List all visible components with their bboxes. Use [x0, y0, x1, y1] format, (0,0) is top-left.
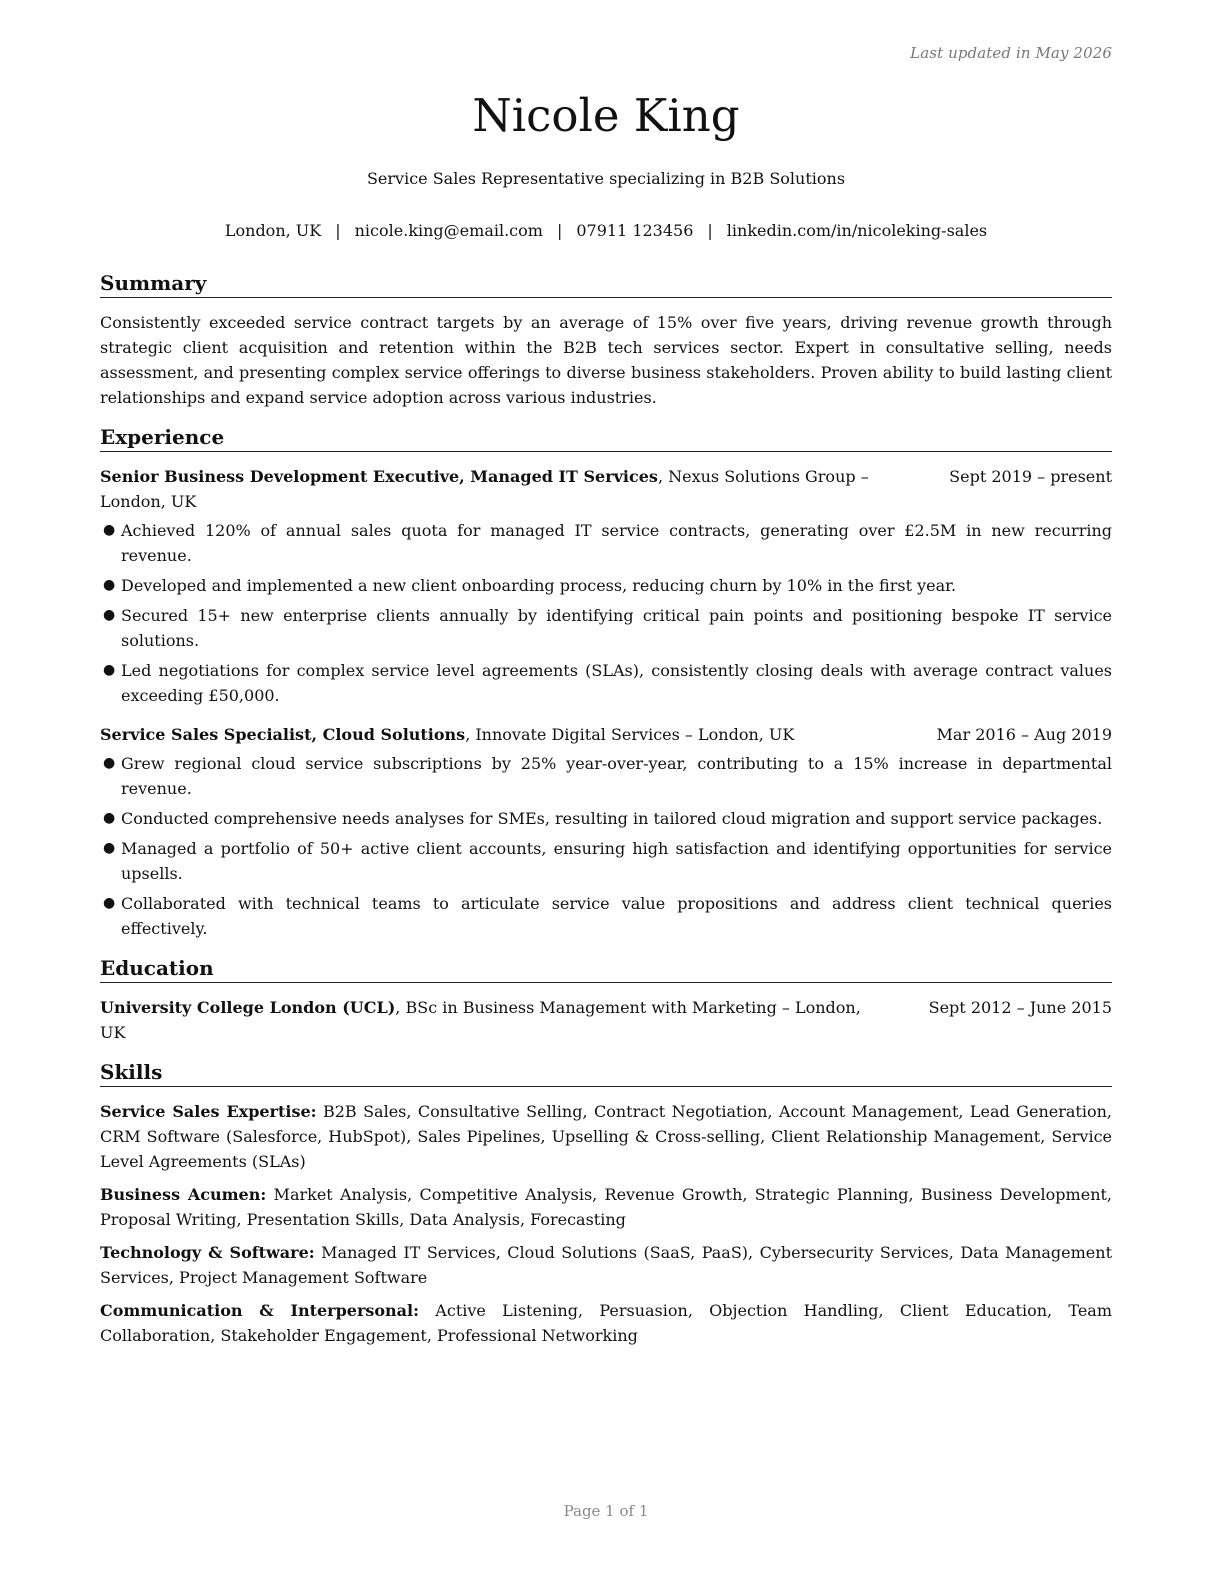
bullet-icon: ●	[103, 577, 116, 593]
job-entry	[100, 464, 1112, 708]
page-number: Page 1 of 1	[563, 1502, 649, 1520]
job-dates: Sept 2019 – present	[949, 467, 1112, 486]
education-section	[100, 955, 1112, 1045]
education-header	[100, 995, 1112, 1045]
list-item	[100, 658, 1112, 708]
bullet-icon: ●	[103, 607, 116, 623]
job-entry	[100, 722, 1112, 941]
skills-section	[100, 1059, 1112, 1348]
skills-heading: Skills	[100, 1059, 1112, 1087]
contact-email[interactable]: nicole.king@email.com	[354, 221, 543, 240]
summary-text: Consistently exceeded service contract targets by an average of 15% over five years, driving revenue growth through strategic client acquisition and retention within the B2B tech services sector. Expert in consultative selling, needs assessment, and presenting complex service offerings to diverse business stakeholders. Proven ability to build lasting client relationships and expand service adoption across various industries.	[100, 313, 1112, 407]
bullet-icon: ●	[103, 755, 116, 771]
job-role: Service Sales Specialist, Cloud Solutions	[100, 725, 466, 744]
candidate-headline: Service Sales Representative specializing in B2B Solutions	[366, 169, 846, 188]
job-company: , Innovate Digital Services – London, UK	[465, 725, 795, 744]
education-school: University College London (UCL)	[100, 998, 396, 1017]
job-dates: Mar 2016 – Aug 2019	[936, 725, 1112, 744]
skill-group-label: Communication & Interpersonal:	[100, 1301, 420, 1320]
bullet-text: Developed and implemented a new client onboarding process, reducing churn by 10% in the first year.	[121, 576, 957, 595]
last-updated-note: Last updated in May 2026	[910, 44, 1112, 62]
skill-group-items: Market Analysis, Competitive Analysis, Revenue Growth, Strategic Planning, Business Development, Proposal Writing, Presentation Skills, Data Analysis, Forecasting	[100, 1185, 1113, 1229]
bullet-icon: ●	[103, 522, 116, 538]
skill-group-label: Business Acumen:	[100, 1185, 267, 1204]
experience-heading: Experience	[100, 424, 1112, 452]
list-item	[100, 603, 1112, 653]
bullet-icon: ●	[103, 895, 116, 911]
bullet-icon: ●	[103, 810, 116, 826]
skill-group-items: Managed IT Services, Cloud Solutions (SaaS, PaaS), Cybersecurity Services, Data Management Services, Project Management Software	[100, 1243, 1112, 1287]
bullet-text: Grew regional cloud service subscriptions by 25% year-over-year, contributing to a 15% increase in departmental revenue.	[121, 754, 1112, 798]
bullet-text: Conducted comprehensive needs analyses for SMEs, resulting in tailored cloud migration and support service packages.	[121, 809, 1103, 828]
list-item	[100, 751, 1112, 801]
bullet-icon: ●	[103, 662, 116, 678]
bullet-text: Managed a portfolio of 50+ active client accounts, ensuring high satisfaction and identifying opportunities for service upsells.	[121, 839, 1112, 883]
resume-page	[100, 0, 1112, 1584]
contact-separator: |	[556, 221, 563, 240]
contact-separator: |	[335, 221, 341, 240]
contact-location: London, UK	[224, 221, 322, 240]
contact-phone[interactable]: 07911 123456	[576, 221, 694, 240]
bullet-text: Led negotiations for complex service level agreements (SLAs), consistently closing deals with average contract values exceeding £50,000.	[121, 661, 1112, 705]
skill-group	[100, 1182, 1112, 1232]
skill-group-items: Active Listening, Persuasion, Objection Handling, Client Education, Team Collaboration, Stakeholder Engagement, Professional Networking	[100, 1301, 1112, 1345]
contact-line	[100, 219, 1112, 243]
resume-content	[100, 270, 1112, 1362]
education-entry	[100, 995, 1112, 1045]
bullet-text: Achieved 120% of annual sales quota for managed IT service contracts, generating over £2.5M in new recurring revenue.	[121, 521, 1112, 565]
education-detail: , BSc in Business Management with Marketing – London, UK	[100, 998, 861, 1042]
job-header	[100, 722, 1112, 747]
job-company: , Nexus Solutions Group – London, UK	[100, 467, 869, 511]
list-item	[100, 573, 1112, 598]
summary-heading: Summary	[100, 270, 1112, 298]
list-item	[100, 806, 1112, 831]
skill-group-label: Technology & Software:	[100, 1243, 315, 1262]
job-role: Senior Business Development Executive, Managed IT Services	[100, 467, 658, 486]
list-item	[100, 891, 1112, 941]
job-bullets	[100, 751, 1112, 941]
bullet-icon: ●	[103, 840, 116, 856]
education-dates: Sept 2012 – June 2015	[928, 998, 1112, 1017]
job-header	[100, 464, 1112, 514]
list-item	[100, 518, 1112, 568]
skill-group-label: Service Sales Expertise:	[100, 1102, 317, 1121]
bullet-text: Collaborated with technical teams to articulate service value propositions and address client technical queries effectively.	[121, 894, 1112, 938]
skill-group	[100, 1240, 1112, 1290]
bullet-text: Secured 15+ new enterprise clients annually by identifying critical pain points and positioning bespoke IT service solutions.	[121, 606, 1112, 650]
candidate-name: Nicole King	[472, 89, 740, 142]
education-heading: Education	[100, 955, 1112, 983]
experience-section	[100, 424, 1112, 941]
job-bullets	[100, 518, 1112, 708]
summary-section	[100, 270, 1112, 410]
skill-group	[100, 1099, 1112, 1174]
skill-group-items: B2B Sales, Consultative Selling, Contract Negotiation, Account Management, Lead Generation, CRM Software (Salesforce, HubSpot), Sales Pipelines, Upselling & Cross-selling, Client Relationship Management, Service Level Agreements (SLAs)	[100, 1102, 1112, 1171]
list-item	[100, 836, 1112, 886]
skill-group	[100, 1298, 1112, 1348]
contact-linkedin[interactable]: linkedin.com/in/nicoleking-sales	[726, 221, 988, 240]
contact-separator: |	[707, 221, 713, 240]
